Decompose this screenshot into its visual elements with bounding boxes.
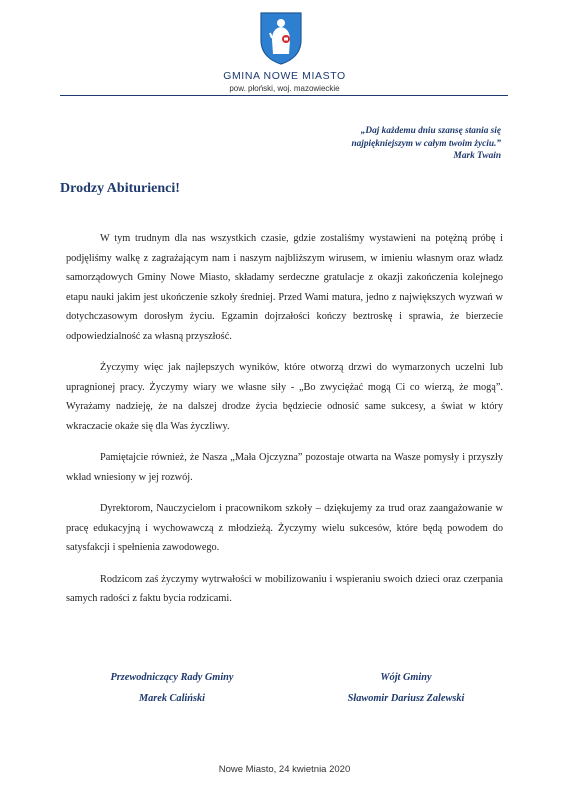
letter-body	[66, 229, 503, 621]
municipality-crest-icon	[258, 10, 304, 66]
organization-name: GMINA NOWE MIASTO	[223, 70, 346, 82]
letter-greeting: Drodzy Abiturienci!	[60, 181, 180, 196]
quote-author: Mark Twain	[453, 151, 501, 161]
signature-title: Wójt Gminy	[380, 672, 432, 683]
letter-paragraph: W tym trudnym dla nas wszystkich czasie, gdzie zostaliśmy wystawieni na potężną próbę i podjęliśmy walkę z zagrażającym nam i naszym najbliższym wirusem, w imieniu własnym oraz władz samorządowych Gminy Nowe Miasto, składamy serdeczne gratulacje z okazji zakończenia kolejnego etapu nauki jakim jest ukończenie szkoły średniej. Przed Wami matura, jedno z największych wyzwań w dotychczasowym dorosłym życiu. Egzamin dojrzałości kończy beztroskę i sprawia, że bierzecie odpowiedzialność za własną przyszłość.	[66, 233, 503, 342]
letter-paragraph: Dyrektorom, Nauczycielom i pracownikom szkoły – dziękujemy za trud oraz zaangażowanie w pracę edukacyjną i wychowawczą z młodzieżą. Życzymy wielu sukcesów, które będą powodem do satysfakcji i spełnienia zawodowego.	[66, 503, 503, 553]
signature-name: Marek Caliński	[138, 693, 206, 704]
place-and-date: Nowe Miasto, 24 kwietnia 2020	[218, 764, 351, 775]
header-divider	[60, 95, 508, 96]
signature-mayor	[296, 667, 516, 709]
quote-line-2: najpiękniejszym w całym twoim życiu.”	[351, 138, 501, 149]
organization-subtitle: pow. płoński, woj. mazowieckie	[229, 84, 340, 93]
signature-council-chair	[62, 667, 282, 709]
letter-paragraph: Pamiętajcie również, że Nasza „Mała Ojczyzna” pozostaje otwarta na Wasze pomysły i przyszły wkład wniesiony w jej rozwój.	[66, 452, 503, 483]
letter-paragraph: Rodzicom zaś życzymy wytrwałości w mobilizowaniu i wspieraniu swoich dzieci oraz czerpania samych radości z faktu bycia rodzicami.	[66, 573, 503, 604]
quote-line-1: „Daj każdemu dniu szansę stania się	[360, 126, 501, 136]
signature-name: Sławomir Dariusz Zalewski	[347, 693, 465, 704]
letter-paragraph: Życzymy więc jak najlepszych wyników, które otworzą drzwi do wymarzonych uczelni lub upragnionej pracy. Życzymy wiary we własne siły - „Bo zwyciężać mogą Ci co wierzą, że mogą”. Wyrażamy nadzieję, że na dalszej drodze życia będziecie odnosić same sukcesy, a świat w który wkraczacie okaże się dla Was życzliwy.	[66, 362, 503, 432]
epigraph-quote	[201, 125, 501, 163]
signature-title: Przewodniczący Rady Gminy	[110, 672, 234, 683]
